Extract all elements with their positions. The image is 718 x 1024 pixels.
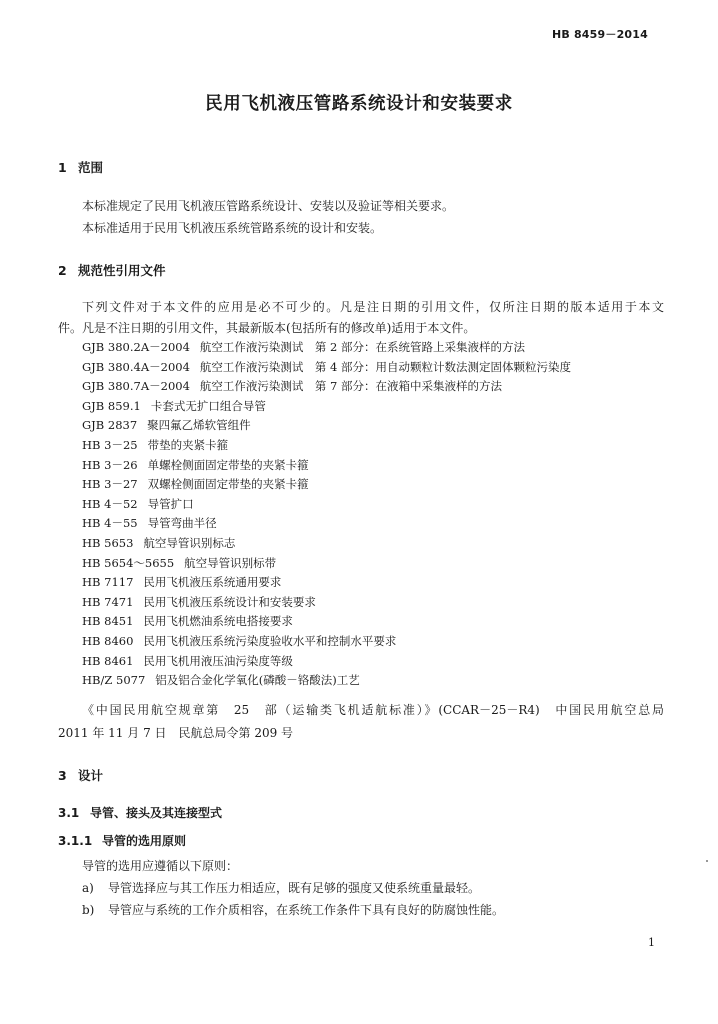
reference-item — [82, 398, 266, 414]
reference-code: HB 5653 — [82, 536, 134, 550]
subsection-number: 3.1 — [58, 806, 80, 820]
standard-code: HB 8459－2014 — [551, 28, 648, 41]
reference-title: 导管扩口 — [147, 496, 194, 511]
document-title: 民用飞机液压管路系统设计和安装要求 — [205, 94, 513, 114]
reference-code: HB 4－52 — [82, 496, 138, 511]
section-title: 规范性引用文件 — [78, 263, 166, 278]
subsection-title: 导管、接头及其连接型式 — [90, 806, 223, 820]
reference-item — [82, 378, 502, 394]
reference-code: HB 3－26 — [82, 457, 138, 472]
reference-item — [82, 437, 228, 453]
reference-title: 民用飞机燃油系统电搭接要求 — [143, 614, 293, 629]
subsection-3-1-1-heading — [58, 832, 186, 849]
item-marker: b) — [82, 903, 95, 917]
reference-item — [82, 496, 194, 512]
reference-title: 带垫的夹紧卡箍 — [147, 438, 229, 452]
scope-paragraph-2: 本标准适用于民用飞机液压系统管路系统的设计和安装。 — [82, 221, 383, 235]
scan-speck — [706, 860, 708, 862]
reference-item — [82, 672, 360, 688]
ccar-reference-line-2: 2011 年 11 月 7 日 民航总局令第 209 号 — [58, 726, 294, 740]
principle-item-a — [82, 879, 480, 896]
reference-item — [82, 515, 217, 531]
section-title: 设计 — [78, 768, 104, 783]
section-number: 2 — [58, 263, 67, 278]
references-intro-line-2: 件。凡是不注日期的引用文件，其最新版本(包括所有的修改单)适用于本文件。 — [58, 321, 476, 335]
reference-code: HB 3－25 — [82, 438, 138, 452]
reference-item — [82, 339, 525, 355]
scope-paragraph-1: 本标准规定了民用飞机液压管路系统设计、安装以及验证等相关要求。 — [82, 199, 455, 213]
section-number: 1 — [58, 160, 67, 175]
ccar-reference-line-1: 《中国民用航空规章第 25 部（运输类飞机适航标准）》(CCAR－25－R4) 中国民用航空总局 — [82, 703, 664, 717]
subsection-title: 导管的选用原则 — [102, 834, 187, 848]
reference-title: 航空工作液污染测试 第 4 部分：用自动颗粒计数法测定固体颗粒污染度 — [199, 359, 572, 374]
reference-item — [82, 359, 571, 375]
reference-code: HB 7117 — [82, 575, 134, 590]
reference-title: 民用飞机用液压油污染度等级 — [143, 653, 293, 668]
section-title: 范围 — [78, 160, 104, 175]
reference-item — [82, 555, 276, 571]
reference-code: GJB 380.2A－2004 — [82, 340, 190, 354]
reference-title: 民用飞机液压系统污染度验收水平和控制水平要求 — [143, 634, 397, 648]
reference-item — [82, 613, 293, 629]
reference-item — [82, 653, 293, 669]
reference-title: 航空导管识别标志 — [143, 536, 236, 550]
subsection-3-1-heading — [58, 804, 222, 821]
reference-title: 单螺栓侧面固定带垫的夹紧卡箍 — [147, 457, 309, 472]
reference-item — [82, 457, 309, 473]
reference-title: 聚四氟乙烯软管组件 — [147, 418, 251, 433]
reference-item — [82, 535, 235, 551]
principle-item-b — [82, 901, 504, 918]
reference-code: GJB 2837 — [82, 418, 138, 433]
reference-code: HB/Z 5077 — [82, 673, 146, 688]
reference-title: 双螺栓侧面固定带垫的夹紧卡箍 — [147, 477, 309, 492]
reference-item — [82, 633, 396, 649]
item-marker: a) — [82, 881, 94, 895]
item-text: 导管选择应与其工作压力相适应，既有足够的强度又使系统重量最轻。 — [108, 881, 481, 895]
reference-code: HB 8451 — [82, 614, 134, 629]
reference-item — [82, 594, 316, 610]
reference-title: 航空工作液污染测试 第 7 部分：在液箱中采集液样的方法 — [199, 379, 503, 394]
reference-item — [82, 417, 251, 433]
reference-code: HB 8460 — [82, 634, 134, 648]
reference-code: HB 4－55 — [82, 516, 138, 531]
reference-title: 卡套式无扩口组合导管 — [150, 398, 266, 413]
reference-item — [82, 574, 281, 590]
reference-title: 铝及铝合金化学氧化(磷酸－铬酸法)工艺 — [155, 673, 360, 688]
page-number: 1 — [648, 936, 655, 949]
reference-title: 民用飞机液压系统设计和安装要求 — [143, 594, 316, 609]
section-2-heading — [58, 261, 166, 279]
subsection-number: 3.1.1 — [58, 834, 93, 848]
reference-code: HB 3－27 — [82, 477, 138, 492]
section-1-heading — [58, 158, 103, 176]
reference-code: HB 8461 — [82, 653, 134, 668]
selection-principles-intro: 导管的选用应遵循以下原则： — [82, 859, 239, 873]
reference-title: 航空导管识别标带 — [184, 555, 277, 570]
reference-code: GJB 380.7A－2004 — [82, 379, 190, 394]
reference-title: 航空工作液污染测试 第 2 部分：在系统管路上采集液样的方法 — [199, 340, 526, 354]
reference-code: GJB 859.1 — [82, 398, 141, 413]
reference-code: HB 5654～5655 — [82, 555, 175, 570]
item-text: 导管应与系统的工作介质相容，在系统工作条件下具有良好的防腐蚀性能。 — [108, 903, 505, 917]
reference-title: 民用飞机液压系统通用要求 — [143, 575, 282, 590]
references-intro-line-1: 下列文件对于本文件的应用是必不可少的。凡是注日期的引用文件，仅所注日期的版本适用于本文 — [82, 300, 664, 314]
reference-code: GJB 380.4A－2004 — [82, 359, 190, 374]
section-number: 3 — [58, 768, 67, 783]
reference-code: HB 7471 — [82, 594, 134, 609]
reference-item — [82, 476, 309, 492]
reference-title: 导管弯曲半径 — [147, 516, 217, 531]
section-3-heading — [58, 766, 103, 784]
